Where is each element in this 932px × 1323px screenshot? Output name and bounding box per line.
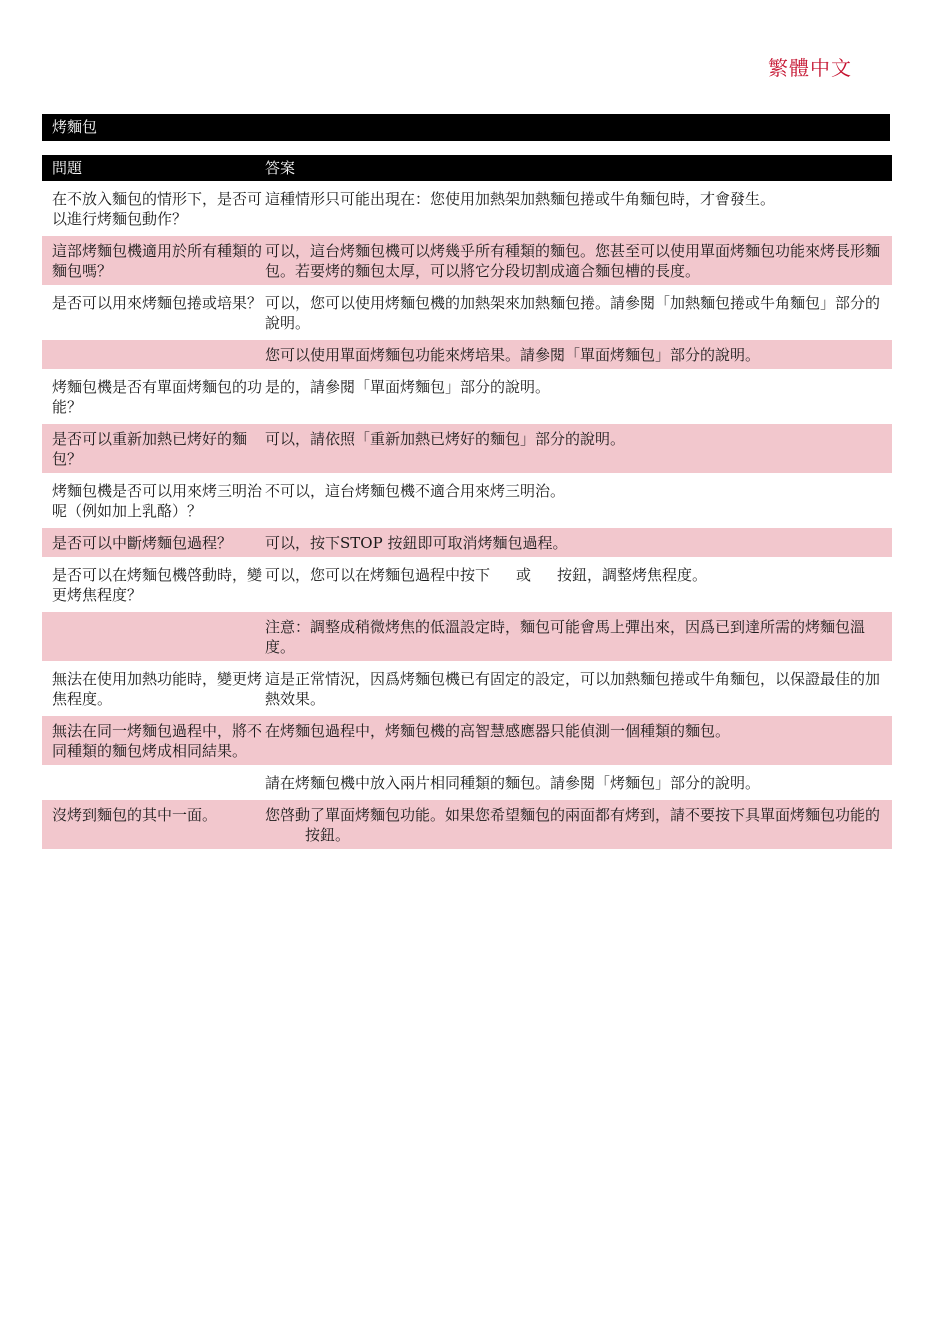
table-row (42, 424, 892, 473)
answer-text: 按鈕，調整烤焦程度。 (557, 566, 708, 584)
question-cell: 烤麵包機是否可以用來烤三明治呢（例如加上乳酪）？ (52, 482, 263, 520)
answer-cell: 這種情形只可能出現在：您使用加熱架加熱麵包捲或牛角麵包時，才會發生。 (265, 190, 776, 208)
table-row (42, 664, 892, 713)
question-cell: 是否可以中斷烤麵包過程？ (52, 534, 233, 552)
table-row (42, 768, 892, 797)
section-title: 烤麵包 (42, 114, 890, 141)
answer-cell (265, 800, 892, 849)
answer-text: 或 (516, 566, 532, 584)
answer-text: 按鈕。 (305, 826, 351, 844)
table-row (42, 476, 892, 525)
answer-cell: 不可以，這台烤麵包機不適合用來烤三明治。 (265, 482, 566, 500)
answer-column-header: 答案 (265, 158, 296, 177)
answer-cell: 注意：調整成稍微烤焦的低溫設定時，麵包可能會馬上彈出來，因爲已到達所需的烤麵包溫度。 (265, 618, 866, 656)
answer-cell: 可以，這台烤麵包機可以烤幾乎所有種類的麵包。您甚至可以使用單面烤麵包功能來烤長形麵包。若要烤的麵包太厚，可以將它分段切割成適合麵包槽的長度。 (265, 242, 881, 280)
table-row (42, 236, 892, 285)
table-row (42, 184, 892, 233)
question-cell: 是否可以重新加熱已烤好的麵包？ (52, 430, 248, 468)
faq-table (42, 155, 892, 849)
language-label: 繁體中文 (768, 56, 852, 80)
table-header (42, 155, 892, 181)
question-cell: 無法在同一烤麵包過程中，將不同種類的麵包烤成相同結果。 (52, 722, 263, 760)
question-cell: 是否可以在烤麵包機啓動時，變更烤焦程度？ (52, 566, 263, 604)
question-cell (42, 340, 265, 369)
answer-cell: 請在烤麵包機中放入兩片相同種類的麵包。請參閱「烤麵包」部分的說明。 (265, 774, 761, 792)
answer-cell (265, 560, 892, 609)
table-row (42, 528, 892, 557)
question-cell: 沒烤到麵包的其中一面。 (52, 806, 218, 824)
answer-cell: 這是正常情況，因爲烤麵包機已有固定的設定，可以加熱麵包捲或牛角麵包，以保證最佳的加熱效果。 (265, 670, 881, 708)
table-row (42, 716, 892, 765)
answer-text: 您啓動了單面烤麵包功能。如果您希望麵包的兩面都有烤到，請不要按下具單面烤麵包功能的 (265, 806, 881, 824)
answer-text: 可以，您可以在烤麵包過程中按下 (265, 566, 491, 584)
question-cell: 這部烤麵包機適用於所有種類的麵包嗎？ (52, 242, 263, 280)
answer-cell: 可以，按下STOP 按鈕即可取消烤麵包過程。 (265, 534, 568, 552)
table-row (42, 372, 892, 421)
question-cell: 是否可以用來烤麵包捲或培果？ (52, 294, 263, 312)
table-row (42, 560, 892, 609)
answer-cell: 可以，您可以使用烤麵包機的加熱架來加熱麵包捲。請參閱「加熱麵包捲或牛角麵包」部分的說明。 (265, 294, 881, 332)
table-row (42, 800, 892, 849)
answer-cell: 您可以使用單面烤麵包功能來烤培果。請參閱「單面烤麵包」部分的說明。 (265, 346, 761, 364)
table-row (42, 612, 892, 661)
table-row (42, 288, 892, 337)
question-cell: 在不放入麵包的情形下，是否可以進行烤麵包動作？ (52, 190, 263, 228)
question-cell: 烤麵包機是否有單面烤麵包的功能？ (52, 378, 263, 416)
question-cell (42, 768, 265, 797)
table-row (42, 340, 892, 369)
question-column-header: 問題 (52, 158, 83, 177)
answer-cell: 可以，請依照「重新加熱已烤好的麵包」部分的說明。 (265, 430, 626, 448)
question-cell: 無法在使用加熱功能時，變更烤焦程度。 (52, 670, 263, 708)
answer-cell: 在烤麵包過程中，烤麵包機的高智慧感應器只能偵測一個種類的麵包。 (265, 722, 731, 740)
question-cell (42, 612, 265, 661)
answer-cell: 是的，請參閱「單面烤麵包」部分的說明。 (265, 378, 551, 396)
